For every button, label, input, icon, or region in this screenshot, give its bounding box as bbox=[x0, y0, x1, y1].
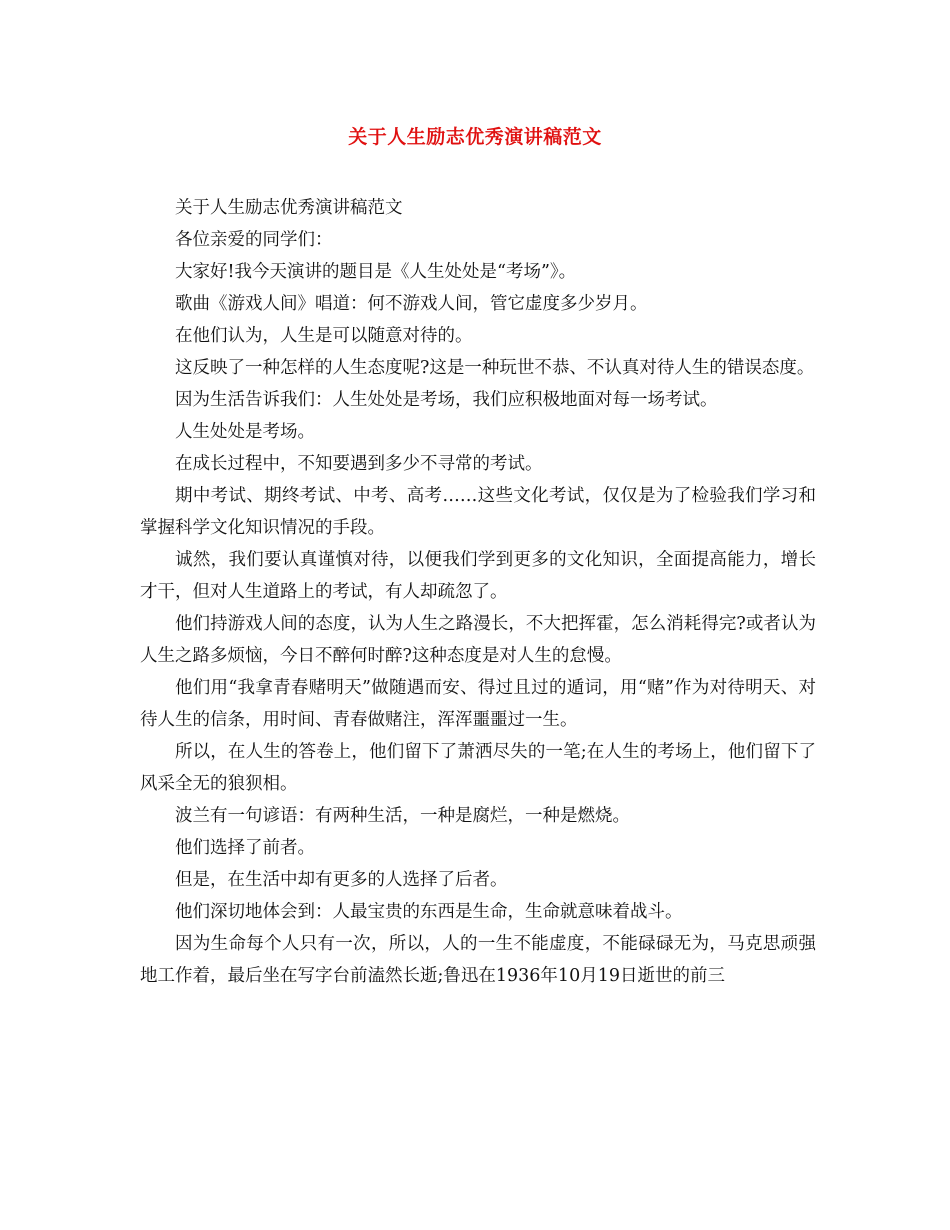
paragraph: 波兰有一句谚语：有两种生活，一种是腐烂，一种是燃烧。 bbox=[175, 806, 630, 826]
paragraph: 在他们认为，人生是可以随意对待的。 bbox=[175, 326, 473, 346]
paragraph: 诚然，我们要认真谨慎对待，以便我们学到更多的文化知识，全面提高能力，增长才干，但对人生道路上的考试，有人却疏忽了。 bbox=[140, 550, 816, 602]
document-title: 关于人生励志优秀演讲稿范文 bbox=[348, 126, 602, 148]
paragraph: 关于人生励志优秀演讲稿范文 bbox=[175, 198, 403, 218]
paragraph: 大家好!我今天演讲的题目是《人生处处是“考场”》。 bbox=[175, 262, 577, 282]
paragraph: 因为生命每个人只有一次，所以，人的一生不能虚度，不能碌碌无为，马克思顽强地工作着，最后坐在写字台前溘然长逝;鲁迅在1936年10月19日逝世的前三 bbox=[140, 934, 816, 986]
paragraph: 他们深切地体会到：人最宝贵的东西是生命，生命就意味着战斗。 bbox=[175, 902, 683, 922]
paragraph: 他们选择了前者。 bbox=[175, 838, 315, 858]
paragraph: 人生处处是考场。 bbox=[175, 422, 315, 442]
paragraph: 所以，在人生的答卷上，他们留下了萧洒尽失的一笔;在人生的考场上，他们留下了风采全无的狼狈相。 bbox=[140, 742, 816, 794]
paragraph: 他们持游戏人间的态度，认为人生之路漫长，不大把挥霍，怎么消耗得完?或者认为人生之路多烦恼，今日不醉何时醉?这种态度是对人生的怠慢。 bbox=[140, 614, 816, 666]
paragraph: 在成长过程中，不知要遇到多少不寻常的考试。 bbox=[175, 454, 543, 474]
paragraph: 他们用“我拿青春赌明天”做随遇而安、得过且过的遁词，用“赌”作为对待明天、对待人生的信条，用时间、青春做赌注，浑浑噩噩过一生。 bbox=[140, 678, 816, 730]
paragraph: 歌曲《游戏人间》唱道：何不游戏人间，管它虚度多少岁月。 bbox=[175, 294, 648, 314]
paragraph: 但是，在生活中却有更多的人选择了后者。 bbox=[175, 870, 508, 890]
paragraph: 期中考试、期终考试、中考、高考……这些文化考试，仅仅是为了检验我们学习和掌握科学文化知识情况的手段。 bbox=[140, 486, 816, 538]
paragraph: 因为生活告诉我们：人生处处是考场，我们应积极地面对每一场考试。 bbox=[175, 390, 718, 410]
paragraph: 这反映了一种怎样的人生态度呢?这是一种玩世不恭、不认真对待人生的错误态度。 bbox=[175, 358, 815, 378]
document-body bbox=[140, 192, 816, 992]
paragraph: 各位亲爱的同学们： bbox=[175, 230, 333, 250]
